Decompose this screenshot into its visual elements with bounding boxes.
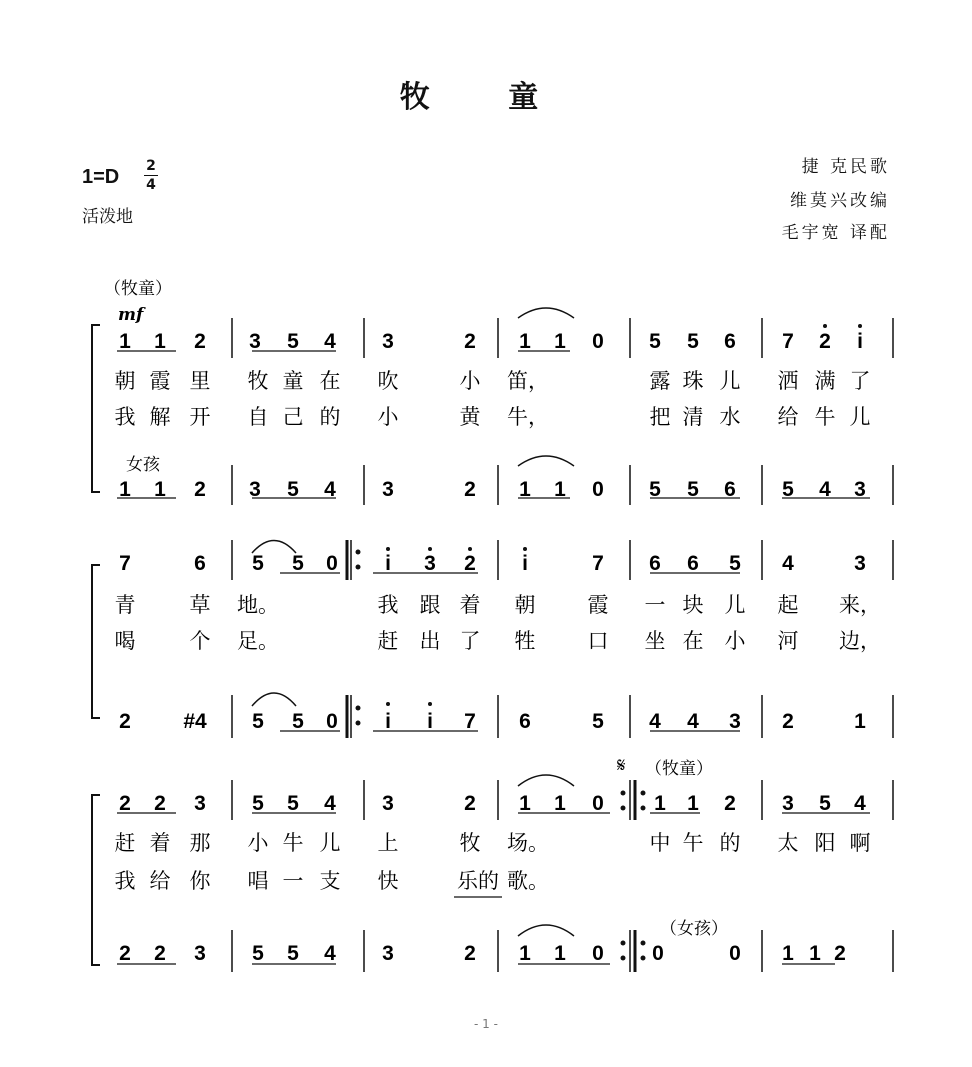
lyric-lyrics2-s3-6: 支 bbox=[319, 869, 341, 893]
note-upper-s2-11: 6 bbox=[649, 552, 661, 575]
lyric-lyrics2-s3-4: 唱 bbox=[247, 869, 269, 893]
lyric-lyrics1-s3-9: 场。 bbox=[507, 831, 549, 855]
lyric-lyrics1-s3-14: 阳 bbox=[814, 831, 836, 855]
lyric-lyrics2-s2-1: 喝 bbox=[114, 629, 136, 653]
note-lower-s2-13: 3 bbox=[729, 710, 741, 733]
note-upper-s3-8: 2 bbox=[464, 792, 476, 815]
note-upper-s3-15: 3 bbox=[782, 792, 794, 815]
note-lower-s2-4: 5 bbox=[292, 710, 304, 733]
lyric-lyrics1-s1-10: 露 bbox=[649, 369, 671, 393]
lyric-lyrics1-s3-15: 啊 bbox=[849, 831, 871, 855]
lyric-lyrics1-s1-13: 洒 bbox=[777, 369, 799, 393]
note-lower-s1-15: 5 bbox=[782, 478, 794, 501]
note-lower-s1-17: 3 bbox=[854, 478, 866, 501]
lyric-lyrics2-s1-14: 牛 bbox=[814, 405, 836, 429]
note-lower-s1-4: 3 bbox=[249, 478, 261, 501]
note-upper-s1-7: 3 bbox=[382, 330, 394, 353]
note-upper-s2-12: 6 bbox=[687, 552, 699, 575]
lyric-lyrics1-s3-8: 牧 bbox=[459, 831, 481, 855]
lyric-lyrics1-s2-8: 霞 bbox=[587, 593, 609, 617]
note-upper-s1-8: 2 bbox=[464, 330, 476, 353]
note-upper-s2-3: 5 bbox=[252, 552, 264, 575]
note-lower-s2-14: 2 bbox=[782, 710, 794, 733]
note-lower-s2-12: 4 bbox=[687, 710, 699, 733]
lyric-lyrics2-s1-4: 自 bbox=[247, 405, 269, 429]
lyric-lyrics1-s1-7: 吹 bbox=[377, 369, 399, 393]
lyric-lyrics1-s3-11: 午 bbox=[682, 831, 704, 855]
lyric-lyrics2-s2-3: 足。 bbox=[237, 629, 279, 653]
lyric-lyrics2-s3-7: 快 bbox=[377, 869, 399, 893]
note-lower-s3-9: 1 bbox=[519, 942, 531, 965]
lyric-lyrics1-s1-5: 童 bbox=[282, 369, 304, 393]
note-upper-s3-2: 2 bbox=[154, 792, 166, 815]
note-lower-s1-6: 4 bbox=[324, 478, 336, 501]
lyric-lyrics2-s2-12: 河 bbox=[777, 629, 799, 653]
note-upper-s1-2: 1 bbox=[154, 330, 166, 353]
note-lower-s3-15: 1 bbox=[809, 942, 821, 965]
lyric-lyrics2-s3-5: 一 bbox=[282, 869, 304, 893]
lyric-lyrics2-s2-4: 赶 bbox=[377, 629, 399, 653]
note-upper-s2-14: 4 bbox=[782, 552, 794, 575]
lyric-lyrics2-s1-15: 儿 bbox=[849, 405, 871, 429]
note-upper-s2-1: 7 bbox=[119, 552, 131, 575]
page-number: - 1 - bbox=[474, 1017, 498, 1031]
note-upper-s1-4: 3 bbox=[249, 330, 261, 353]
lyric-lyrics1-s1-4: 牧 bbox=[247, 369, 269, 393]
note-lower-s3-4: 5 bbox=[252, 942, 264, 965]
note-upper-s1-3: 2 bbox=[194, 330, 206, 353]
note-lower-s1-14: 6 bbox=[724, 478, 736, 501]
note-lower-s1-11: 0 bbox=[592, 478, 604, 501]
credit-arranger: 维莫兴改编 bbox=[790, 191, 890, 211]
lyric-lyrics2-s1-5: 己 bbox=[282, 405, 304, 429]
note-upper-s2-7: 3 bbox=[424, 552, 436, 575]
segno-sign: 𝄋 bbox=[617, 753, 626, 777]
part-label-girl: 女孩 bbox=[126, 455, 160, 475]
note-upper-s2-8: 2 bbox=[464, 552, 476, 575]
note-upper-s3-10: 1 bbox=[554, 792, 566, 815]
lyric-lyrics2-s2-9: 坐 bbox=[644, 629, 666, 653]
note-upper-s2-2: 6 bbox=[194, 552, 206, 575]
lyric-lyrics1-s1-14: 满 bbox=[814, 369, 836, 393]
part-label-shepherd-2: （牧童） bbox=[645, 759, 713, 779]
lyric-lyrics2-s2-2: 个 bbox=[189, 629, 211, 653]
note-upper-s1-12: 5 bbox=[649, 330, 661, 353]
note-upper-s2-13: 5 bbox=[729, 552, 741, 575]
lyric-lyrics1-s1-8: 小 bbox=[459, 369, 481, 393]
note-upper-s1-5: 5 bbox=[287, 330, 299, 353]
lyric-lyrics2-s3-1: 我 bbox=[114, 869, 136, 893]
note-upper-s3-17: 4 bbox=[854, 792, 866, 815]
credit-origin: 捷 克民歌 bbox=[801, 157, 890, 177]
note-lower-s3-1: 2 bbox=[119, 942, 131, 965]
lyric-lyrics2-s1-2: 解 bbox=[149, 405, 171, 429]
lyric-lyrics1-s2-2: 草 bbox=[189, 593, 211, 617]
lyric-lyrics1-s2-9: 一 bbox=[644, 593, 666, 617]
lyric-lyrics1-s2-5: 跟 bbox=[419, 593, 441, 617]
time-signature-bottom: 4 bbox=[146, 177, 156, 193]
lyric-lyrics2-s1-1: 我 bbox=[114, 405, 136, 429]
lyric-lyrics2-s2-7: 牲 bbox=[514, 629, 536, 653]
note-upper-s3-11: 0 bbox=[592, 792, 604, 815]
note-lower-s1-12: 5 bbox=[649, 478, 661, 501]
note-upper-s3-9: 1 bbox=[519, 792, 531, 815]
note-upper-s3-1: 2 bbox=[119, 792, 131, 815]
note-upper-s3-5: 5 bbox=[287, 792, 299, 815]
lyric-lyrics2-s1-12: 水 bbox=[719, 405, 741, 429]
lyric-lyrics2-s2-13: 边， bbox=[839, 629, 881, 653]
note-upper-s2-15: 3 bbox=[854, 552, 866, 575]
note-lower-s3-3: 3 bbox=[194, 942, 206, 965]
note-lower-s3-2: 2 bbox=[154, 942, 166, 965]
lyric-lyrics2-s2-10: 在 bbox=[682, 629, 704, 653]
lyric-lyrics1-s1-1: 朝 bbox=[114, 369, 136, 393]
note-lower-s2-5: 0 bbox=[326, 710, 338, 733]
note-lower-s1-2: 1 bbox=[154, 478, 166, 501]
note-lower-s1-13: 5 bbox=[687, 478, 699, 501]
tempo-marking: 活泼地 bbox=[82, 207, 133, 227]
note-lower-s1-16: 4 bbox=[819, 478, 831, 501]
part-label-shepherd: （牧童） bbox=[104, 279, 172, 299]
note-upper-s2-5: 0 bbox=[326, 552, 338, 575]
note-upper-s1-15: 7 bbox=[782, 330, 794, 353]
lyric-lyrics1-s2-13: 来， bbox=[839, 593, 881, 617]
note-lower-s1-7: 3 bbox=[382, 478, 394, 501]
note-lower-s2-8: 7 bbox=[464, 710, 476, 733]
key-signature: 1=D bbox=[82, 166, 120, 188]
note-lower-s3-10: 1 bbox=[554, 942, 566, 965]
note-lower-s1-8: 2 bbox=[464, 478, 476, 501]
lyric-lyrics1-s2-10: 块 bbox=[682, 593, 704, 617]
lyric-lyrics1-s3-5: 牛 bbox=[282, 831, 304, 855]
lyric-lyrics2-s3-8: 乐的 bbox=[457, 869, 499, 893]
note-lower-s2-2: #4 bbox=[183, 710, 207, 733]
note-lower-s3-8: 2 bbox=[464, 942, 476, 965]
lyric-lyrics1-s3-7: 上 bbox=[377, 831, 399, 855]
time-signature-top: 2 bbox=[146, 158, 156, 174]
lyric-lyrics1-s3-4: 小 bbox=[247, 831, 269, 855]
note-upper-s3-13: 1 bbox=[687, 792, 699, 815]
lyric-lyrics1-s2-3: 地。 bbox=[237, 593, 279, 617]
lyric-lyrics1-s1-2: 霞 bbox=[149, 369, 171, 393]
lyric-lyrics2-s1-9: 牛， bbox=[507, 405, 549, 429]
lyric-lyrics1-s3-13: 太 bbox=[777, 831, 799, 855]
note-lower-s1-5: 5 bbox=[287, 478, 299, 501]
note-upper-s2-9: i bbox=[522, 552, 528, 575]
lyric-lyrics1-s3-6: 儿 bbox=[319, 831, 341, 855]
note-upper-s2-10: 7 bbox=[592, 552, 604, 575]
lyric-lyrics2-s1-8: 黄 bbox=[459, 405, 481, 429]
note-lower-s1-10: 1 bbox=[554, 478, 566, 501]
lyric-lyrics1-s3-12: 的 bbox=[719, 831, 741, 855]
note-lower-s3-13: 0 bbox=[729, 942, 741, 965]
lyric-lyrics1-s1-11: 珠 bbox=[682, 369, 704, 393]
lyric-lyrics2-s3-9: 歌。 bbox=[507, 869, 549, 893]
note-upper-s3-12: 1 bbox=[654, 792, 666, 815]
lyric-lyrics1-s1-3: 里 bbox=[189, 369, 211, 393]
credit-translator: 毛宇宽 译配 bbox=[781, 223, 890, 243]
note-lower-s2-10: 5 bbox=[592, 710, 604, 733]
lyric-lyrics2-s2-6: 了 bbox=[459, 629, 481, 653]
lyric-lyrics1-s1-9: 笛， bbox=[507, 369, 549, 393]
song-title: 牧 童 bbox=[399, 80, 573, 115]
note-upper-s1-6: 4 bbox=[324, 330, 336, 353]
note-lower-s2-6: i bbox=[385, 710, 391, 733]
note-upper-s3-3: 3 bbox=[194, 792, 206, 815]
note-upper-s1-9: 1 bbox=[519, 330, 531, 353]
lyric-lyrics2-s1-11: 清 bbox=[682, 405, 704, 429]
lyric-lyrics2-s3-2: 给 bbox=[149, 869, 171, 893]
lyric-lyrics1-s3-1: 赶 bbox=[114, 831, 136, 855]
note-upper-s3-6: 4 bbox=[324, 792, 336, 815]
note-lower-s2-15: 1 bbox=[854, 710, 866, 733]
note-upper-s1-10: 1 bbox=[554, 330, 566, 353]
note-upper-s3-7: 3 bbox=[382, 792, 394, 815]
lyric-lyrics2-s2-8: 口 bbox=[587, 629, 609, 653]
lyric-lyrics1-s2-7: 朝 bbox=[514, 593, 536, 617]
lyric-lyrics1-s2-4: 我 bbox=[377, 593, 399, 617]
note-upper-s3-14: 2 bbox=[724, 792, 736, 815]
lyric-lyrics2-s1-7: 小 bbox=[377, 405, 399, 429]
lyric-lyrics2-s1-6: 的 bbox=[319, 405, 341, 429]
note-lower-s1-9: 1 bbox=[519, 478, 531, 501]
note-lower-s3-16: 2 bbox=[834, 942, 846, 965]
lyric-lyrics1-s3-10: 中 bbox=[649, 831, 671, 855]
note-lower-s1-3: 2 bbox=[194, 478, 206, 501]
lyric-lyrics2-s3-3: 你 bbox=[189, 869, 211, 893]
note-lower-s2-9: 6 bbox=[519, 710, 531, 733]
note-lower-s3-11: 0 bbox=[592, 942, 604, 965]
lyric-lyrics2-s1-3: 开 bbox=[189, 405, 211, 429]
note-lower-s3-14: 1 bbox=[782, 942, 794, 965]
note-upper-s1-16: 2 bbox=[819, 330, 831, 353]
lyric-lyrics1-s1-6: 在 bbox=[319, 369, 341, 393]
lyric-lyrics1-s2-11: 儿 bbox=[724, 593, 746, 617]
note-lower-s3-7: 3 bbox=[382, 942, 394, 965]
lyric-lyrics2-s1-10: 把 bbox=[649, 405, 671, 429]
note-lower-s1-1: 1 bbox=[119, 478, 131, 501]
note-upper-s1-1: 1 bbox=[119, 330, 131, 353]
note-lower-s2-1: 2 bbox=[119, 710, 131, 733]
note-upper-s2-4: 5 bbox=[292, 552, 304, 575]
part-label-girl-2: （女孩） bbox=[660, 919, 728, 939]
note-lower-s2-3: 5 bbox=[252, 710, 264, 733]
lyric-lyrics1-s1-15: 了 bbox=[849, 369, 871, 393]
note-lower-s3-12: 0 bbox=[652, 942, 664, 965]
note-upper-s2-6: i bbox=[385, 552, 391, 575]
lyric-lyrics1-s2-6: 着 bbox=[459, 593, 481, 617]
lyric-lyrics1-s1-12: 儿 bbox=[719, 369, 741, 393]
note-upper-s1-11: 0 bbox=[592, 330, 604, 353]
note-lower-s2-7: i bbox=[427, 710, 433, 733]
lyric-lyrics2-s2-5: 出 bbox=[419, 629, 441, 653]
lyric-lyrics2-s1-13: 给 bbox=[777, 405, 799, 429]
note-lower-s3-6: 4 bbox=[324, 942, 336, 965]
lyric-lyrics1-s3-3: 那 bbox=[189, 831, 211, 855]
lyric-lyrics1-s3-2: 着 bbox=[149, 831, 171, 855]
note-upper-s1-17: i bbox=[857, 330, 863, 353]
lyric-lyrics1-s2-1: 青 bbox=[114, 593, 136, 617]
dynamic-marking: mf bbox=[118, 305, 144, 325]
note-upper-s1-14: 6 bbox=[724, 330, 736, 353]
note-upper-s1-13: 5 bbox=[687, 330, 699, 353]
note-lower-s3-5: 5 bbox=[287, 942, 299, 965]
lyric-lyrics2-s2-11: 小 bbox=[724, 629, 746, 653]
note-upper-s3-4: 5 bbox=[252, 792, 264, 815]
note-upper-s3-16: 5 bbox=[819, 792, 831, 815]
note-lower-s2-11: 4 bbox=[649, 710, 661, 733]
lyric-lyrics1-s2-12: 起 bbox=[777, 593, 799, 617]
